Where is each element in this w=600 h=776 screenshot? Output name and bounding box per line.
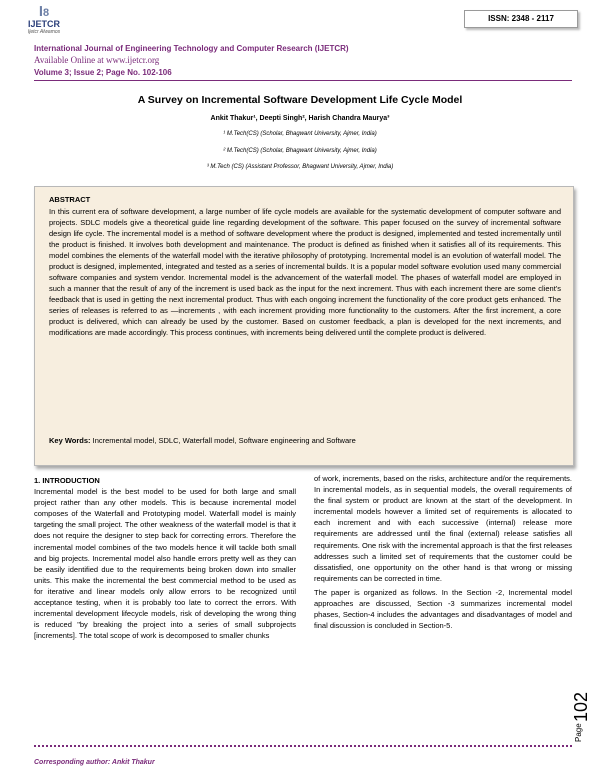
paper-title: A Survey on Incremental Software Development Life Cycle Model (137, 94, 463, 106)
volume-info: Volume 3; Issue 2; Page No. 102-106 (34, 68, 172, 77)
affiliation-3: ³ M.Tech (CS) (Assistant Professor, Bhagwant University, Ajmer, India) (206, 164, 394, 170)
section-heading-introduction: 1. INTRODUCTION (34, 476, 100, 485)
abstract-heading: ABSTRACT (49, 195, 91, 204)
logo-tagline: Ijetcr Alwamos (27, 29, 61, 35)
journal-logo (26, 6, 62, 35)
footer-divider (34, 745, 572, 747)
keywords-label: Key Words: (49, 436, 91, 445)
journal-name: International Journal of Engineering Technology and Computer Research (IJETCR) (34, 44, 349, 53)
corresponding-author: Corresponding author: Ankit Thakur (34, 759, 155, 766)
abstract-box (34, 186, 574, 466)
affiliation-2: ² M.Tech(CS) (Scholar, Bhagwant University, Ajmer, India) (223, 148, 377, 154)
intro-paragraph-left: Incremental model is the best model to be used for both large and small project rather than any other models. This is because incremental model composes of the Waterfall and Prototyping model. Waterfall model is mainly targeting the small project. The other weakness of the waterfall model is that it does not require the designer to step back for correcting errors. Therefore the incremental model combines of the two models hence it will tackle both small and big projects. Incremental model also handle errors pretty well as they can be easily identified due to the requirements being broken down into smaller units. This make the incremental the best commercial method to be used as for iterative and linear models only allow errors to be recognized until acceptance testing, when it is probably too late to correct the errors. With incremental development lifecycle models, risk of developing the wrong thing is reduced "by breaking the project into a series of small subprojects [increments]. The total scope of work is decomposed to smaller chunks (34, 487, 296, 641)
intro-paragraph-right-2: The paper is organized as follows. In the Section -2, Incremental model approaches are discussed, Section -3 summarizes incremental model phases, Section-4 includes the advantages and disadvantages of model and final discussion is concluded in Section-5. (314, 587, 572, 631)
abstract-text: In this current era of software development, a large number of life cycle models are available for the systematic development of computer software and projects. SDLC models give a theoretical guide line regarding development of the software. This paper focused on the survey of incremental software design life cycle. The incremental model is a method of software development where the product is designed, implemented and tested incrementally until the product is finished. It involves both development and maintenance. The product is defined as finished when it satisfies all of its requirements. This model combines the elements of the waterfall model with the iterative philosophy of prototyping. Incremental model is an evolution of waterfall model. The product is designed, implemented, integrated and tested as a series of incremental builds. It is a popular model software evolution used many commercial software companies and system vendor. Incremental model is the advancement of the waterfall model. The phases of waterfall model are employed in such a manner that the result of any of the increment is used back as the input for the next increment. Thus with each increment there are some client's feedback that is used in getting the next incremental product. Thus with each ongoing increment the functionality of the core product gets enhanced. The series of releases is referred to as ―increments , with each increment providing more functionality to the customers. After the first increment, a core product is delivered, which can already be used by the customer. Based on customer feedback, a plan is developed for the next increments, and modifications are made accordingly. This process continues, with increments being delivered until the complete product is delivered. (49, 207, 561, 337)
journal-availability: Available Online at www.ijetcr.org (34, 55, 160, 65)
issn-box: ISSN: 2348 - 2117 (464, 10, 578, 28)
logo-name: IJETCR (27, 19, 60, 29)
intro-paragraph-right-1: of work, increments, based on the risks, architecture and/or the requirements. In incremental models, as in sequential models, the overall requirements of the final system or product are known at the start of the development. In incremental models however a limited set of requirements is allocated to each increment and with each successive (internal) release more requirements are addressed until the final (external) release satisfies all requirements. One risk with the incremental approach is that the first releases addresses such a limited set of requirements that the customer could be dissatisfied, one opportunity on the other hand is that wrong or missing requirements can be corrected in time. (314, 474, 572, 583)
header-divider (34, 80, 572, 81)
keywords (49, 436, 561, 445)
keywords-list: Incremental model, SDLC, Waterfall model, Software engineering and Software (90, 436, 356, 445)
logo-mark: ꟾ8 (38, 7, 50, 19)
page-label: Page (574, 723, 583, 742)
affiliation-1: ¹ M.Tech(CS) (Scholar, Bhagwant University, Ajmer, India) (223, 131, 377, 137)
page-number: 102 (571, 691, 591, 722)
left-column (34, 475, 296, 641)
paper-authors: Ankit Thakur¹, Deepti Singh², Harish Chandra Maurya³ (210, 115, 390, 122)
right-column (314, 473, 572, 631)
